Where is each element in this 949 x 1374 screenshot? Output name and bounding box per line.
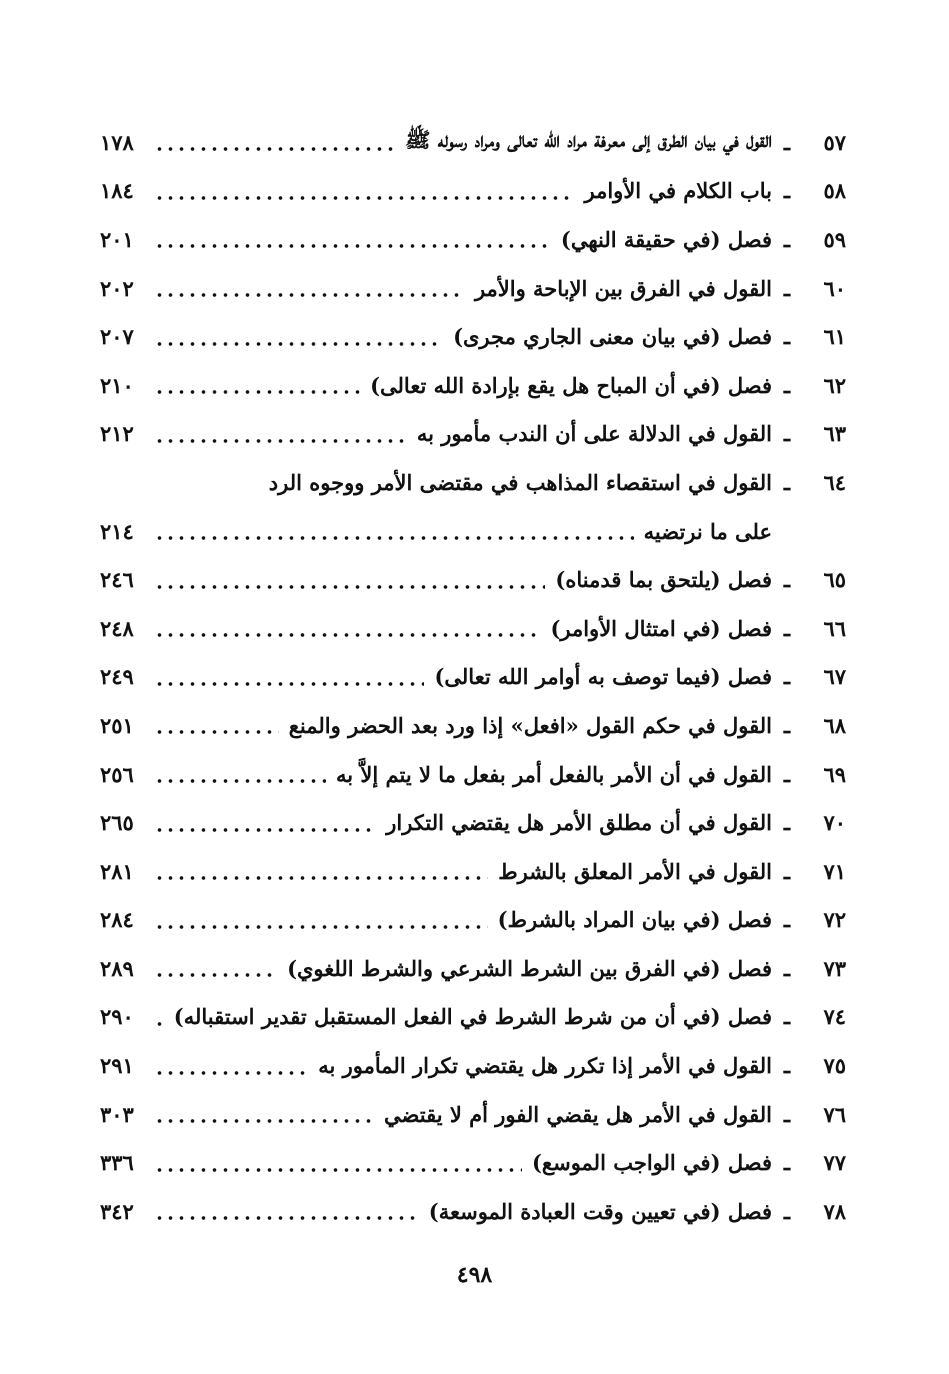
entry-page: ٢٩١ [100, 1053, 134, 1079]
entry-title: فصل (في تعيين وقت العبادة الموسعة) [428, 1198, 772, 1224]
dot-leader [154, 438, 407, 444]
entry-title: فصل (في الواجب الموسع) [531, 1150, 772, 1176]
entry-dash: ـ [783, 372, 791, 398]
entry-page: ١٧٨ [100, 129, 134, 155]
entry-page: ٢٨١ [100, 858, 134, 884]
dot-leader [154, 681, 424, 687]
entry-number: ٥٩ [823, 226, 846, 252]
entry-dash: ـ [783, 1004, 791, 1030]
entry-dash: ـ [783, 907, 791, 933]
entry-number: ٧٧ [823, 1150, 846, 1176]
entry-title: القول في الأمر إذا تكرر هل يقتضي تكرار المأمور به [318, 1053, 772, 1079]
dot-leader [154, 1021, 164, 1027]
entry-dash: ـ [783, 129, 791, 155]
entry-title: فصل (يلتحق بما قدمناه) [555, 567, 772, 593]
entry-number: ٧١ [823, 858, 846, 884]
entry-dash: ـ [783, 1150, 791, 1176]
entry-page: ٢٨٩ [100, 955, 134, 981]
dot-leader [154, 243, 551, 249]
toc-entry [100, 798, 846, 847]
entry-number: ٦١ [823, 324, 846, 350]
entry-title: القول في أن الأمر بالفعل أمر بفعل ما لا يتم إلاَّ به [336, 761, 772, 787]
toc-entry [100, 701, 846, 750]
toc-entry [100, 312, 846, 361]
entry-number: ٦٨ [823, 712, 846, 738]
toc-entry [100, 604, 846, 653]
dot-leader [154, 195, 575, 201]
dot-leader [154, 1118, 374, 1124]
toc-entry [100, 215, 846, 264]
entry-title: فصل (في أن المباح هل يقع بإرادة الله تعالى) [370, 372, 772, 398]
entry-dash: ـ [783, 421, 791, 447]
entry-page: ٢٠٢ [100, 275, 134, 301]
entry-number: ٦٥ [823, 567, 846, 593]
entry-title-continuation: على ما نرتضيه [643, 518, 772, 544]
dot-leader [154, 632, 540, 638]
toc-entry [100, 896, 846, 945]
entry-number: ٦٩ [823, 761, 846, 787]
entry-dash: ـ [783, 664, 791, 690]
entry-page: ٢٥١ [100, 712, 134, 738]
toc-entry [100, 993, 846, 1042]
entry-page: ٢٤٨ [100, 615, 134, 641]
entry-dash: ـ [783, 1198, 791, 1224]
entry-dash: ـ [783, 275, 791, 301]
entry-number: ٧٨ [823, 1198, 846, 1224]
dot-leader [154, 972, 277, 978]
dot-leader [154, 389, 360, 395]
toc-entry [100, 653, 846, 702]
entry-number: ٧٠ [823, 810, 846, 836]
toc-entry [100, 1187, 846, 1236]
toc-entry [100, 264, 846, 313]
entry-title: فصل (في بيان المراد بالشرط) [497, 907, 772, 933]
dot-leader [154, 584, 545, 590]
entry-title: فصل (في بيان معنى الجاري مجرى) [453, 324, 772, 350]
dot-leader [154, 1070, 308, 1076]
dot-leader [154, 1215, 419, 1221]
entry-number: ٧٣ [823, 955, 846, 981]
entry-number: ٦٧ [823, 664, 846, 690]
toc-entry [100, 410, 846, 459]
entry-page: ٢٤٦ [100, 567, 134, 593]
dot-leader [154, 924, 488, 930]
toc-entry [100, 118, 846, 167]
toc-entry [100, 847, 846, 896]
toc-entry [100, 361, 846, 410]
dot-leader [154, 1167, 522, 1173]
entry-title: فصل (فيما توصف به أوامر الله تعالى) [434, 664, 772, 690]
entry-page: ٣٣٦ [100, 1150, 134, 1176]
entry-dash: ـ [783, 226, 791, 252]
toc-entry [100, 555, 846, 604]
entry-title: فصل (في امتثال الأوامر) [550, 615, 772, 641]
toc-entry [100, 1138, 846, 1187]
entry-title: القول في الفرق بين الإباحة والأمر [474, 275, 772, 301]
toc-entry [100, 1090, 846, 1139]
toc-entry [100, 167, 846, 216]
entry-page: ١٨٤ [100, 178, 134, 204]
table-of-contents [100, 118, 846, 1236]
entry-page: ٢١٤ [100, 518, 134, 544]
entry-page: ٢٥٦ [100, 761, 134, 787]
entry-page: ٢١٢ [100, 421, 134, 447]
toc-entry [100, 458, 846, 507]
page-number: ٤٩٨ [456, 1262, 493, 1288]
entry-title: القول في الدلالة على أن الندب مأمور به [416, 421, 772, 447]
entry-title: القول في بيان الطرق إلى معرفة مراد الله تعالى ومراد رسوله ﷺ [405, 126, 772, 152]
dot-leader [154, 875, 488, 881]
entry-page: ٢٩٠ [100, 1004, 134, 1030]
dot-leader [154, 535, 634, 541]
entry-title: باب الكلام في الأوامر [584, 178, 772, 204]
entry-dash: ـ [783, 469, 791, 495]
entry-number: ٦٠ [823, 275, 846, 301]
entry-page: ٢٠١ [100, 226, 134, 252]
entry-number: ٥٧ [823, 129, 846, 155]
entry-page: ٢٤٩ [100, 664, 134, 690]
entry-number: ٦٤ [823, 469, 846, 495]
entry-title: القول في الأمر المعلق بالشرط [498, 858, 772, 884]
entry-dash: ـ [783, 178, 791, 204]
dot-leader [154, 341, 443, 347]
entry-page: ٢٨٤ [100, 907, 134, 933]
entry-dash: ـ [783, 712, 791, 738]
entry-dash: ـ [783, 615, 791, 641]
entry-page: ٢١٠ [100, 372, 134, 398]
entry-dash: ـ [783, 1053, 791, 1079]
entry-dash: ـ [783, 567, 791, 593]
entry-page: ٢٠٧ [100, 324, 134, 350]
entry-dash: ـ [783, 955, 791, 981]
entry-number: ٥٨ [823, 178, 846, 204]
entry-title: القول في الأمر هل يقضي الفور أم لا يقتضي [384, 1101, 772, 1127]
entry-number: ٧٢ [823, 907, 846, 933]
entry-title: فصل (في الفرق بين الشرط الشرعي والشرط اللغوي) [287, 955, 772, 981]
toc-entry [100, 1041, 846, 1090]
entry-dash: ـ [783, 810, 791, 836]
entry-dash: ـ [783, 858, 791, 884]
toc-entry [100, 750, 846, 799]
entry-number: ٧٦ [823, 1101, 846, 1127]
entry-dash: ـ [783, 761, 791, 787]
dot-leader [154, 827, 376, 833]
entry-title: القول في استقصاء المذاهب في مقتضى الأمر ووجوه الرد [268, 469, 772, 495]
toc-entry-continuation [100, 507, 846, 556]
entry-dash: ـ [783, 324, 791, 350]
entry-number: ٧٥ [823, 1053, 846, 1079]
entry-number: ٧٤ [823, 1004, 846, 1030]
entry-page: ٣٠٣ [100, 1101, 134, 1127]
dot-leader [154, 729, 279, 735]
entry-number: ٦٢ [823, 372, 846, 398]
entry-title: فصل (في أن من شرط الشرط في الفعل المستقبل تقدير استقباله) [173, 1004, 772, 1030]
entry-number: ٦٦ [823, 615, 846, 641]
entry-number: ٦٣ [823, 421, 846, 447]
entry-title: القول في حكم القول «افعل» إذا ورد بعد الحضر والمنع [288, 712, 772, 738]
entry-page: ٣٤٢ [100, 1198, 134, 1224]
toc-entry [100, 944, 846, 993]
entry-page: ٢٦٥ [100, 810, 134, 836]
dot-leader [154, 292, 465, 298]
entry-title: القول في أن مطلق الأمر هل يقتضي التكرار [386, 810, 772, 836]
dot-leader [154, 778, 326, 784]
dot-leader [154, 146, 395, 152]
entry-dash: ـ [783, 1101, 791, 1127]
entry-title: فصل (في حقيقة النهي) [560, 226, 772, 252]
